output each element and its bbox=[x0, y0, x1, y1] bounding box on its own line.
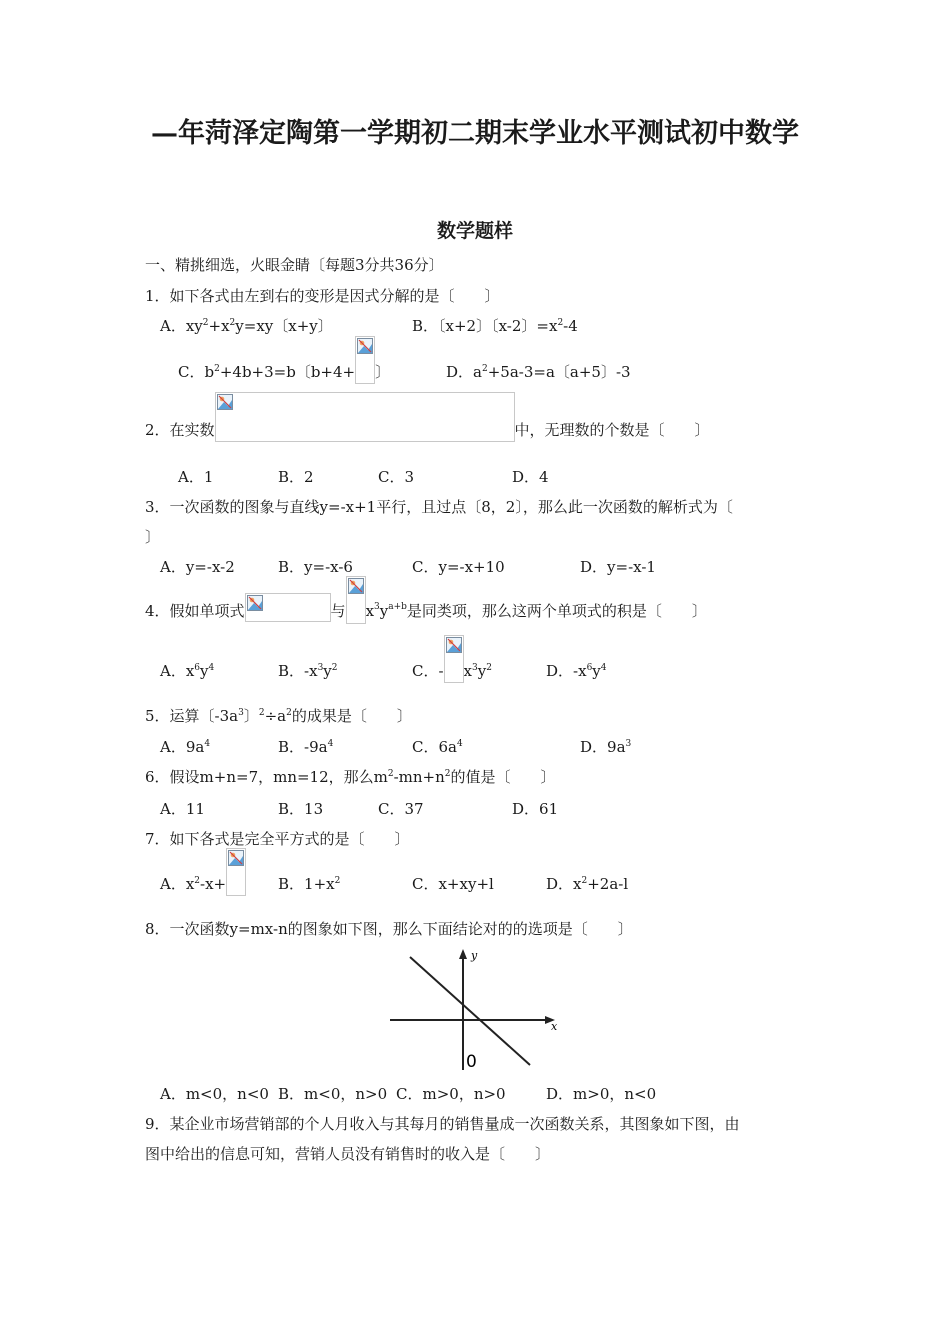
q8-option-d: D．m>0，n<0 bbox=[546, 1085, 657, 1103]
linear-function-graph bbox=[385, 945, 565, 1075]
y-axis-label: y bbox=[471, 949, 478, 962]
q7-option-a: A．$x^2-x+$ bbox=[160, 874, 246, 896]
q1-option-d: D．$a^2+5a-3=a$〔a+5〕-3 bbox=[446, 363, 631, 381]
broken-image-icon bbox=[346, 576, 366, 624]
x-axis-label: x bbox=[551, 1020, 558, 1033]
q6-option-d: D．61 bbox=[512, 800, 559, 818]
q3-option-d: D．y=-x-1 bbox=[580, 558, 656, 576]
function-line bbox=[410, 957, 530, 1065]
q1-option-c: C．$b^2+4b+3=b$〔b+4+ 〕 bbox=[178, 362, 390, 384]
question-3-cont: 〕 bbox=[145, 528, 161, 546]
q5-option-c: C．$6a^4$ bbox=[412, 738, 463, 756]
page-subtitle: 数学题样 bbox=[436, 220, 513, 242]
question-9-cont: 图中给出的信息可知，营销人员没有销售时的收入是〔 〕 bbox=[145, 1145, 551, 1163]
q4-option-c: C．- $x^3y^2$ bbox=[412, 661, 492, 683]
q2-option-c: C．3 bbox=[378, 468, 415, 486]
q3-option-c: C．y=-x+10 bbox=[412, 558, 505, 576]
q4-option-b: B．$-x^3y^2$ bbox=[278, 662, 338, 680]
question-1: 1．如下各式由左到右的变形是因式分解的是〔 〕 bbox=[145, 287, 500, 305]
origin-label: 0 bbox=[466, 1052, 477, 1072]
broken-image-icon bbox=[245, 593, 331, 622]
question-5: 5．运算〔$-3a^3$〕$^2\div a^2$的成果是〔 〕 bbox=[145, 707, 412, 725]
q6-option-b: B．13 bbox=[278, 800, 324, 818]
q7-option-c: C．x+xy+l bbox=[412, 875, 494, 893]
q1-option-b: B．〔x+2〕〔x-2〕$=x^2-4$ bbox=[412, 317, 578, 335]
q4-option-a: A．$x^6y^4$ bbox=[160, 662, 215, 680]
q7-option-d: D．$x^2+2a-l$ bbox=[546, 875, 629, 893]
broken-image-icon bbox=[444, 635, 464, 683]
broken-image-icon bbox=[226, 848, 246, 896]
section-heading: 一、精挑细选，火眼金睛〔每题3分共36分〕 bbox=[145, 256, 444, 274]
question-2: 2．在实数 中，无理数的个数是〔 〕 bbox=[145, 420, 710, 442]
q3-option-a: A．y=-x-2 bbox=[160, 558, 235, 576]
q6-option-c: C．37 bbox=[378, 800, 424, 818]
q4-option-d: D．$-x^6y^4$ bbox=[546, 662, 607, 680]
broken-image-icon bbox=[355, 336, 375, 384]
question-7: 7．如下各式是完全平方式的是〔 〕 bbox=[145, 830, 410, 848]
q2-option-d: D．4 bbox=[512, 468, 549, 486]
q5-option-b: B．$-9a^4$ bbox=[278, 738, 334, 756]
q8-option-a: A．m<0，n<0 bbox=[160, 1085, 269, 1103]
broken-image-icon bbox=[215, 392, 515, 442]
q2-option-a: A．1 bbox=[178, 468, 214, 486]
q3-option-b: B．y=-x-6 bbox=[278, 558, 353, 576]
q2-option-b: B．2 bbox=[278, 468, 314, 486]
q6-option-a: A．11 bbox=[160, 800, 205, 818]
q5-option-a: A．$9a^4$ bbox=[160, 738, 211, 756]
question-3: 3．一次函数的图象与直线y=-x+1平行，且过点〔8，2〕，那么此一次函数的解析式为〔 bbox=[145, 498, 733, 516]
q8-option-c: C．m>0，n>0 bbox=[396, 1085, 506, 1103]
q8-option-b: B．m<0，n>0 bbox=[278, 1085, 388, 1103]
question-4: 4．假如单项式 与 $x^3y^{a+b}$是同类项，那么这两个单项式的积是〔 〕 bbox=[145, 600, 707, 624]
question-8: 8．一次函数y=mx-n的图象如下图，那么下面结论对的的选项是〔 〕 bbox=[145, 920, 633, 938]
question-9: 9．某企业市场营销部的个人月收入与其每月的销售量成一次函数关系，其图象如下图，由 bbox=[145, 1115, 740, 1133]
q7-option-b: B．$1+x^2$ bbox=[278, 875, 341, 893]
y-axis-arrow bbox=[459, 949, 467, 959]
page-title: —年菏泽定陶第一学期初二期末学业水平测试初中数学 bbox=[151, 118, 799, 149]
q5-option-d: D．$9a^3$ bbox=[580, 738, 632, 756]
q1-option-a: A．$xy^2+x^2y=xy$〔x+y〕 bbox=[160, 317, 333, 335]
question-6: 6．假设m+n=7，mn=12，那么$m^2-mn+n^2$的值是〔 〕 bbox=[145, 768, 556, 786]
